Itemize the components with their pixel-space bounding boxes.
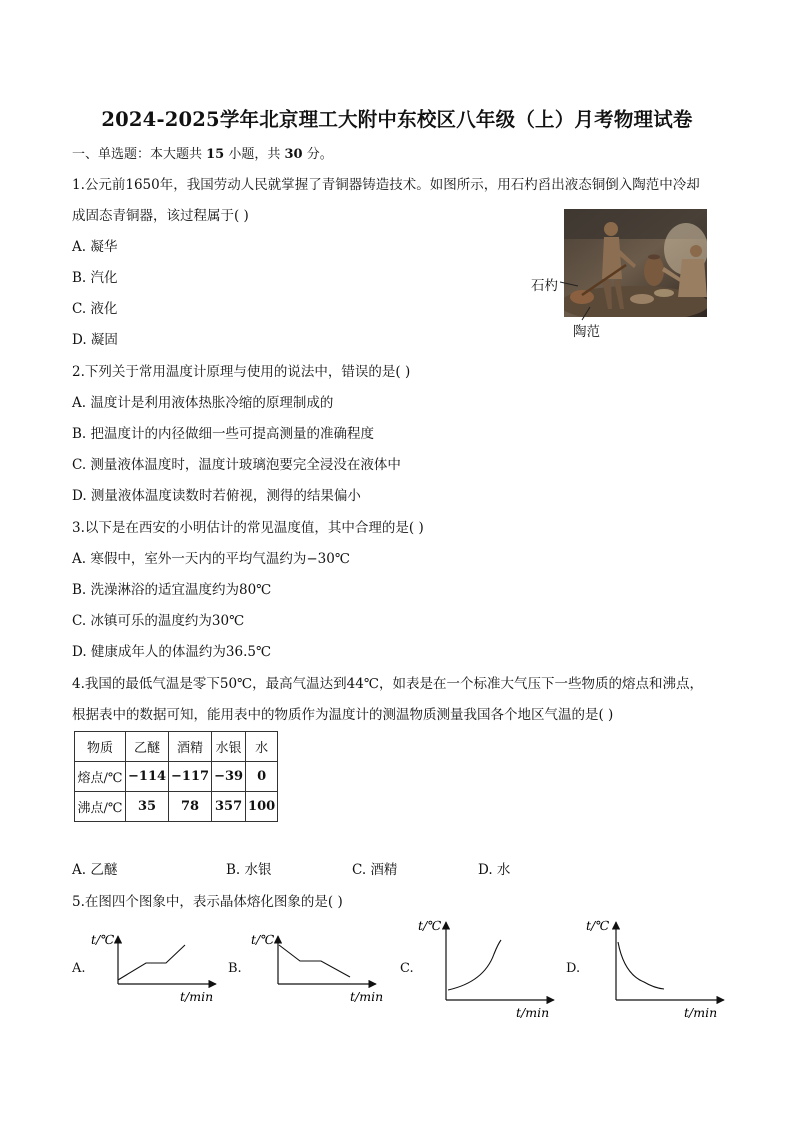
- q2-option-c[interactable]: C. 测量液体温度时，温度计玻璃泡要完全浸没在液体中: [72, 457, 401, 473]
- q5-graph-c-xlabel: t/min: [516, 1005, 550, 1020]
- q1-option-c[interactable]: C. 液化: [72, 301, 118, 317]
- q1-option-b[interactable]: B. 汽化: [72, 270, 118, 286]
- q4-stem-line1: 4.我国的最低气温是零下50℃，最高气温达到44℃，如表是在一个标准大气压下一些物质的熔点和沸点，: [72, 676, 703, 692]
- q5-graph-d-ylabel: t/℃: [586, 918, 610, 933]
- q1-stem-line2: 成固态青铜器，该过程属于( ): [72, 208, 249, 224]
- table-cell: 100: [246, 792, 278, 822]
- q5-graph-label-c[interactable]: C.: [400, 961, 414, 976]
- q4-option-a[interactable]: A. 乙醚: [72, 862, 118, 878]
- q5-graph-b-xlabel: t/min: [350, 989, 384, 1004]
- q3-option-a[interactable]: A. 寒假中，室外一天内的平均气温约为−30℃: [72, 551, 350, 567]
- q5-graph-d-xlabel: t/min: [684, 1005, 718, 1020]
- q5-graph-c-ylabel: t/℃: [418, 918, 442, 933]
- q5-graph-label-a[interactable]: A.: [72, 961, 86, 976]
- q1-option-d[interactable]: D. 凝固: [72, 332, 118, 348]
- table-cell: 乙醚: [126, 732, 169, 762]
- q5-graph-a-ylabel: t/℃: [91, 932, 115, 947]
- q3-option-c[interactable]: C. 冰镇可乐的温度约为30℃: [72, 613, 245, 629]
- caption-ladle-pointer: [560, 279, 580, 289]
- table-cell: 357: [212, 792, 246, 822]
- bronze-casting-photo: [564, 209, 707, 317]
- table-cell: −117: [169, 762, 212, 792]
- q5-graph-b-ylabel: t/℃: [251, 932, 275, 947]
- q2-stem: 2.下列关于常用温度计原理与使用的说法中，错误的是( ): [72, 364, 411, 380]
- q2-option-a[interactable]: A. 温度计是利用液体热胀冷缩的原理制成的: [72, 395, 334, 411]
- q2-option-b[interactable]: B. 把温度计的内径做细一些可提高测量的准确程度: [72, 426, 375, 442]
- q5-graph-c[interactable]: [414, 914, 564, 1024]
- table-cell: 78: [169, 792, 212, 822]
- q5-graph-b[interactable]: [248, 928, 388, 1008]
- table-cell: 水: [246, 732, 278, 762]
- q3-option-d[interactable]: D. 健康成年人的体温约为36.5℃: [72, 644, 272, 660]
- q3-option-b[interactable]: B. 洗澡淋浴的适宜温度约为80℃: [72, 582, 272, 598]
- q2-option-d[interactable]: D. 测量液体温度读数时若俯视，测得的结果偏小: [72, 488, 361, 504]
- table-cell: 水银: [212, 732, 246, 762]
- table-cell: 沸点/℃: [75, 792, 126, 822]
- q4-option-b[interactable]: B. 水银: [226, 862, 272, 878]
- q1-stem-line1: 1.公元前1650年，我国劳动人民就掌握了青铜器铸造技术。如图所示，用石杓舀出液态铜倒入陶范中冷却: [72, 177, 700, 193]
- caption-clay-mold: 陶范: [573, 324, 600, 340]
- q4-option-c[interactable]: C. 酒精: [352, 862, 398, 878]
- table-cell: 35: [126, 792, 169, 822]
- table-cell: 熔点/℃: [75, 762, 126, 792]
- q5-graph-d[interactable]: [584, 914, 734, 1024]
- q1-option-a[interactable]: A. 凝华: [72, 239, 118, 255]
- q4-stem-line2: 根据表中的数据可知，能用表中的物质作为温度计的测温物质测量我国各个地区气温的是( ): [72, 707, 614, 723]
- q5-graph-label-d[interactable]: D.: [566, 961, 581, 976]
- q5-graph-a-xlabel: t/min: [180, 989, 214, 1004]
- table-row: [75, 732, 278, 762]
- table-row: [75, 762, 278, 792]
- exam-title: 2024-2025学年北京理工大附中东校区八年级（上）月考物理试卷: [101, 108, 693, 131]
- table-row: [75, 792, 278, 822]
- section-heading: 一、单选题：本大题共 15 小题，共 30 分。: [72, 147, 333, 162]
- table-cell: −39: [212, 762, 246, 792]
- q4-option-d[interactable]: D. 水: [478, 862, 511, 878]
- q5-graph-a[interactable]: [88, 928, 228, 1008]
- table-cell: 0: [246, 762, 278, 792]
- q5-stem: 5.在图四个图象中，表示晶体熔化图象的是( ): [72, 894, 343, 910]
- q5-graph-label-b[interactable]: B.: [228, 961, 242, 976]
- table-cell: −114: [126, 762, 169, 792]
- caption-mold-pointer: [578, 305, 598, 321]
- q3-stem: 3.以下是在西安的小明估计的常见温度值，其中合理的是( ): [72, 520, 424, 536]
- table-cell: 酒精: [169, 732, 212, 762]
- caption-stone-ladle: 石杓: [531, 278, 558, 294]
- table-cell: 物质: [75, 732, 126, 762]
- substance-properties-table: [74, 731, 278, 822]
